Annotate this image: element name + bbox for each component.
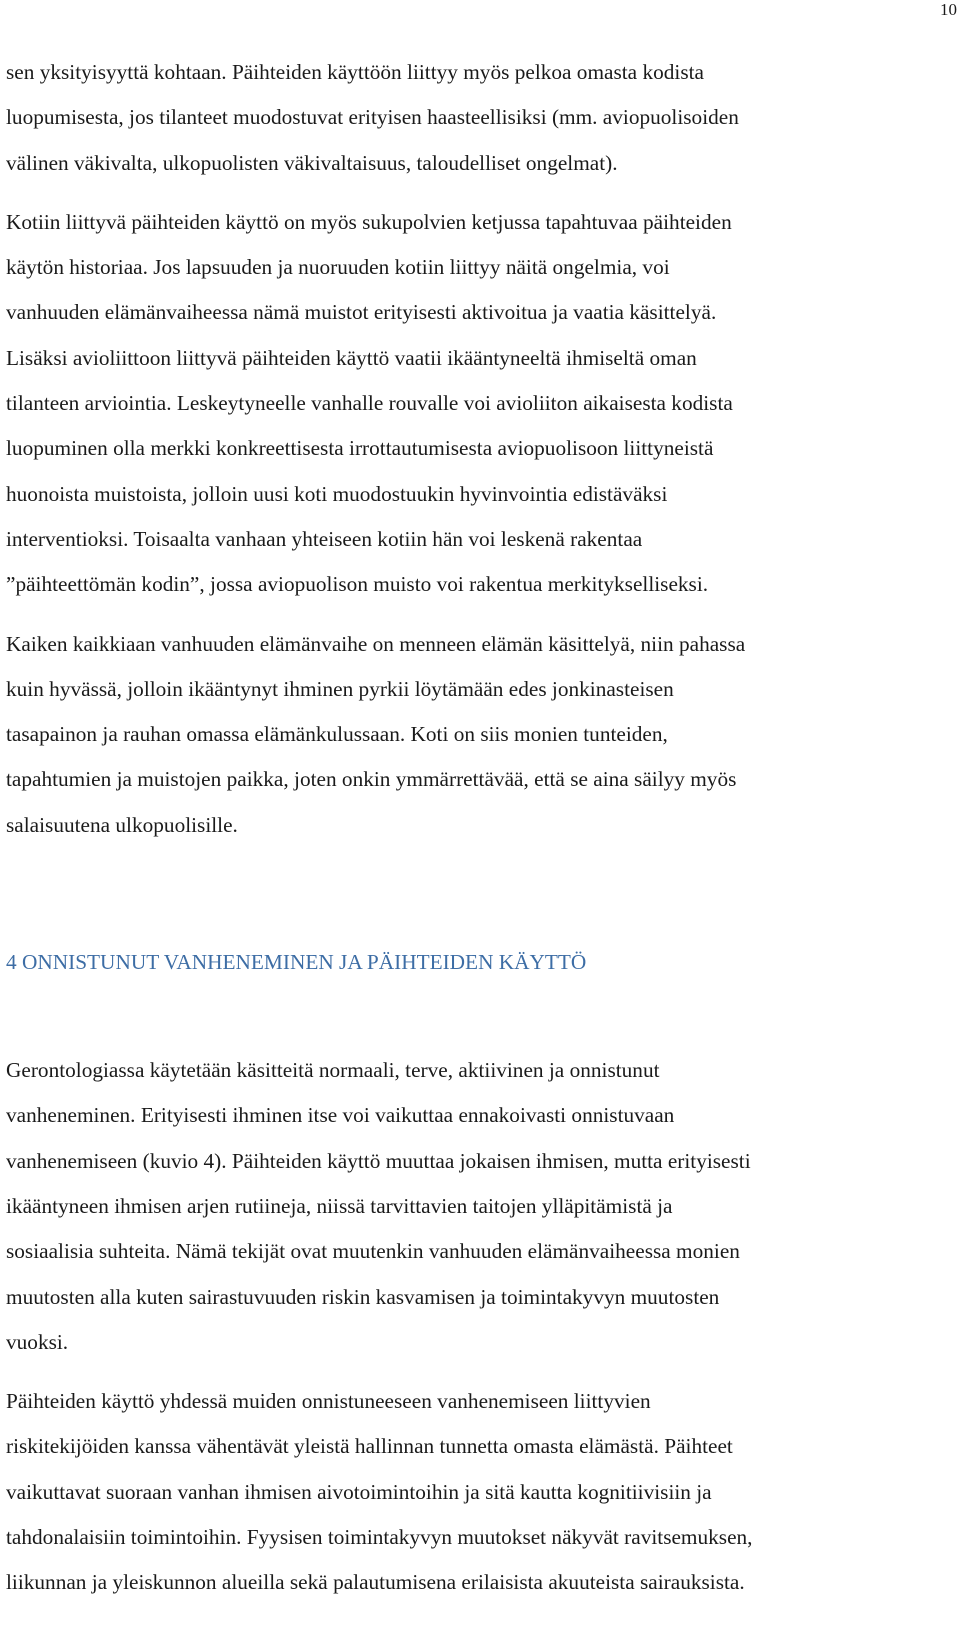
document-body [6,50,950,1606]
text-line: liikunnan ja yleiskunnon alueilla sekä palautumisena erilaisista akuuteista sairauksista. [6,1570,745,1595]
text-line: ikääntyneen ihmisen arjen rutiineja, niissä tarvittavien taitojen ylläpitämistä ja [6,1193,673,1218]
section-gap [6,848,950,940]
text-line: salaisuutena ulkopuolisille. [6,812,238,837]
paragraph-2 [6,200,950,608]
page-number: 10 [940,0,957,19]
text-line: interventioksi. Toisaalta vanhaan yhteiseen kotiin hän voi leskenä rakentaa [6,526,643,551]
text-line: tilanteen arviointia. Leskeytyneelle vanhalle rouvalle voi avioliiton aikaisesta kodista [6,391,733,416]
text-line: vaikuttavat suoraan vanhan ihmisen aivotoimintoihin ja sitä kautta kognitiivisiin ja [6,1479,712,1504]
text-line: vuoksi. [6,1329,69,1354]
text-line: luopumisesta, jos tilanteet muodostuvat erityisen haasteellisiksi (mm. aviopuolisoiden [6,105,739,130]
text-line: Gerontologiassa käytetään käsitteitä normaali, terve, aktiivinen ja onnistunut [6,1058,660,1083]
paragraph-5 [6,1379,950,1605]
section-gap [6,985,950,1048]
text-line: tahdonalaisiin toimintoihin. Fyysisen toimintakyvyn muutokset näkyvät ravitsemuksen, [6,1525,753,1550]
text-line: vanhenemiseen (kuvio 4). Päihteiden käyttö muuttaa jokaisen ihmisen, mutta erityisesti [6,1148,751,1173]
paragraph-gap [6,608,950,622]
text-line: Päihteiden käyttö yhdessä muiden onnistuneeseen vanhenemiseen liittyvien [6,1389,651,1414]
text-line: sen yksityisyyttä kohtaan. Päihteiden käyttöön liittyy myös pelkoa omasta kodista [6,60,704,84]
paragraph-1 [6,50,950,186]
text-line: välinen väkivalta, ulkopuolisten väkivaltaisuus, taloudelliset ongelmat). [6,150,618,175]
text-line: vanhuuden elämänvaiheessa nämä muistot erityisesti aktivoitua ja vaatia käsittelyä. [6,300,717,325]
text-line: tasapainon ja rauhan omassa elämänkulussaan. Koti on siis monien tunteiden, [6,722,668,747]
text-line: huonoista muistoista, jolloin uusi koti muodostuukin hyvinvointia edistäväksi [6,481,668,506]
paragraph-gap [6,1365,950,1379]
text-line: Kaiken kaikkiaan vanhuuden elämänvaihe on menneen elämän käsittelyä, niin pahassa [6,631,746,656]
text-line: sosiaalisia suhteita. Nämä tekijät ovat muutenkin vanhuuden elämänvaiheessa monien [6,1239,740,1264]
text-line: Lisäksi avioliittoon liittyvä päihteiden käyttö vaatii ikääntyneeltä ihmiseltä oman [6,345,697,370]
text-line: tapahtumien ja muistojen paikka, joten onkin ymmärrettävää, että se aina säilyy myös [6,767,737,792]
text-line: riskitekijöiden kanssa vähentävät yleistä hallinnan tunnetta omasta elämästä. Päihteet [6,1434,733,1459]
section-heading: 4 ONNISTUNUT VANHENEMINEN JA PÄIHTEIDEN KÄYTTÖ [6,950,587,975]
paragraph-3 [6,622,950,848]
text-line: kuin hyvässä, jolloin ikääntynyt ihminen pyrkii löytämään edes jonkinasteisen [6,676,674,701]
text-line: käytön historiaa. Jos lapsuuden ja nuoruuden kotiin liittyy näitä ongelmia, voi [6,255,670,280]
paragraph-gap [6,186,950,200]
text-line: luopuminen olla merkki konkreettisesta irrottautumisesta aviopuolisoon liittyneistä [6,436,714,461]
text-line: vanheneminen. Erityisesti ihminen itse voi vaikuttaa ennakoivasti onnistuvaan [6,1103,675,1128]
paragraph-4 [6,1048,950,1365]
text-line: ”päihteettömän kodin”, jossa aviopuolison muisto voi rakentua merkitykselliseksi. [6,572,709,597]
text-line: muutosten alla kuten sairastuvuuden riskin kasvamisen ja toimintakyvyn muutosten [6,1284,720,1309]
text-line: Kotiin liittyvä päihteiden käyttö on myös sukupolvien ketjussa tapahtuvaa päihteiden [6,209,732,234]
